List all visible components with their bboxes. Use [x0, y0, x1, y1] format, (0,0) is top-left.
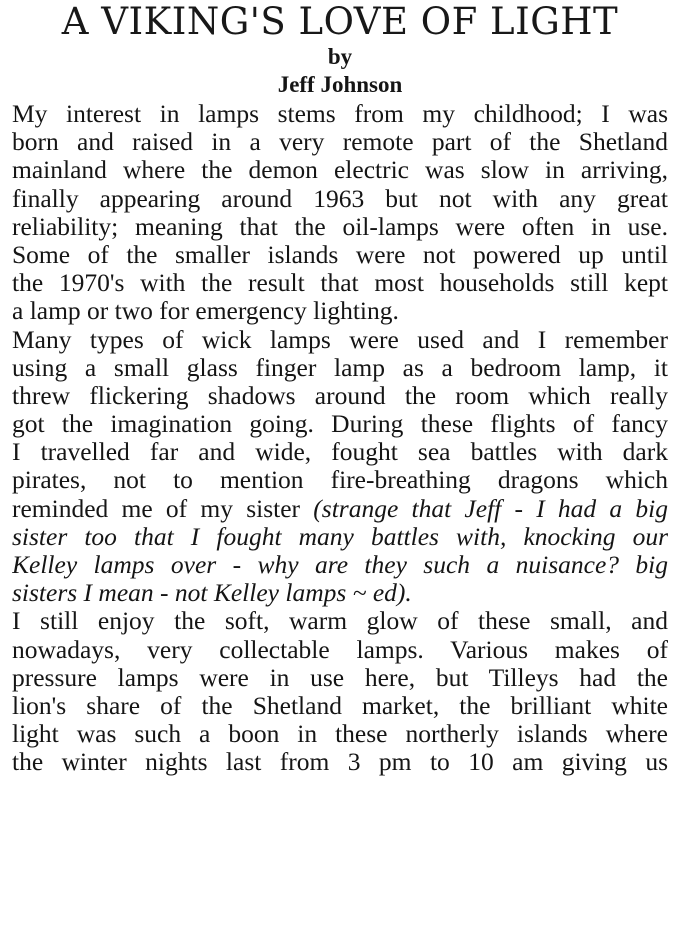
editor-note-line: sisters I mean - not Kelley lamps ~ ed).	[12, 579, 412, 608]
text-line: born and raised in a very remote part of the Shetland	[12, 128, 668, 157]
text-line: the 1970's with the result that most households still kept	[12, 269, 668, 298]
text-line: using a small glass finger lamp as a bedroom lamp, it	[12, 353, 668, 382]
text-line: a lamp or two for emergency lighting.	[12, 297, 399, 326]
editor-note-text: (strange that Jeff - I had a big	[313, 494, 668, 523]
text-line: got the imagination going. During these flights of fancy	[12, 410, 668, 439]
text-line: mainland where the demon electric was slow in arriving,	[12, 156, 668, 185]
text-line: I still enjoy the soft, warm glow of these small, and	[12, 607, 668, 636]
text-line: My interest in lamps stems from my childhood; I was	[12, 100, 668, 128]
text-line: finally appearing around 1963 but not with any great	[12, 184, 668, 213]
paragraph-2	[12, 326, 668, 608]
editor-note-line: Kelley lamps over - why are they such a nuisance? big	[12, 551, 668, 579]
text-line: reliability; meaning that the oil-lamps were often in use.	[12, 212, 668, 241]
text-line: I travelled far and wide, fought sea battles with dark	[12, 438, 668, 467]
text-line: the winter nights last from 3 pm to 10 am giving us	[12, 748, 668, 777]
text-line: threw flickering shadows around the room which really	[12, 381, 668, 410]
byline: by	[327, 44, 353, 69]
text-line: lion's share of the Shetland market, the brilliant white	[12, 691, 668, 720]
article-title: A VIKING'S LOVE OF LIGHT	[61, 0, 619, 43]
text-line: pressure lamps were in use here, but Tilleys had the	[12, 663, 668, 692]
text-line: pirates, not to mention fire-breathing dragons which	[12, 466, 668, 495]
paragraph-3	[12, 607, 668, 776]
text-line: light was such a boon in these northerly islands where	[12, 720, 668, 749]
text-line: nowadays, very collectable lamps. Various makes of	[12, 635, 668, 664]
editor-note-line: sister too that I fought many battles with, knocking our	[12, 522, 668, 551]
paragraph-1	[12, 100, 668, 326]
author-name: Jeff Johnson	[277, 72, 403, 97]
text-line: Some of the smaller islands were not powered up until	[12, 240, 668, 269]
text-segment: reminded me of my sister	[12, 494, 314, 523]
text-line: Many types of wick lamps were used and I remember	[12, 325, 668, 354]
mixed-text-line	[12, 495, 668, 523]
